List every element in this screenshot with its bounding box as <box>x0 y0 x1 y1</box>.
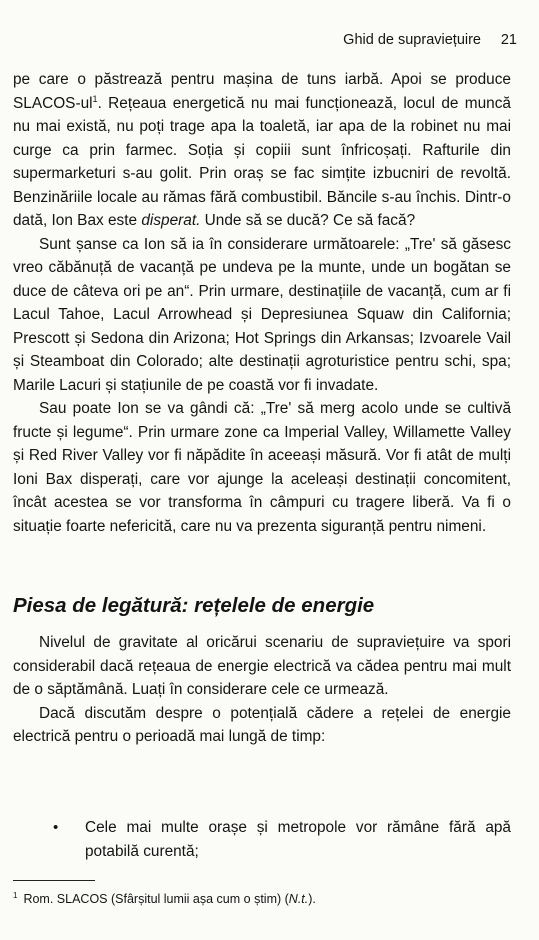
footnote-divider <box>13 880 95 881</box>
footnote: $^1$ Rom. SLACOS (Sfârșitul lumii așa cum o știm) (N.t.). <box>13 891 316 906</box>
running-header <box>0 32 539 54</box>
body-text-section <box>13 631 511 749</box>
header-title: Ghid de supraviețuire <box>343 32 481 48</box>
bullet-marker: • <box>53 819 59 836</box>
paragraph-grid-severity: Nivelul de gravitate al oricărui scenariu de supraviețuire va spori considerabil dacă rețeaua de energie electrică va cădea pentru mai mult de o săptămână. Luați în considerare cele ce urmează. <box>13 634 511 698</box>
footnote-mark: 1 <box>13 891 18 900</box>
footnote-reference: 1 <box>92 93 98 104</box>
paragraph-farm-regions: Sau poate Ion se va gândi că: „Tre' să merg acolo unde se cultivă fructe și legume“. Prin urmare zone ca Imperial Valley, Willamette Valley și Red River Valley vor fi năpădite în aceeași măsură. Vor fi atât de mulți Ioni Bax disperați, care vor ajunge la aceleași destinații concomitent, încât acestea se vor transforma în câmpuri cu tragere liberă. Va fi o situație foarte nefericită, care nu va prezenta siguranță pentru nimeni. <box>13 400 511 535</box>
body-text-top <box>13 68 511 538</box>
bullet-text: Cele mai multe orașe și metropole vor rămâne fără apă potabilă curentă; <box>85 819 511 860</box>
paragraph-vacation-destinations: Sunt șanse ca Ion să ia în considerare următoarele: „Tre' să găsesc vreo căbănuță de vacanță pe undeva pe la munte, unde un bogătan se duce de câteva ori pe an“. Prin urmare, destinațiile de vacanță, cum ar fi Lacul Tahoe, Lacul Arrowhead și Depresiunea Squaw din California; Prescott și Sedona din Arizona; Hot Springs din Arkansas; Izvoarele Vail și Steamboat din Colorado; alte destinații agroturistice pentru schi, spa; Marile Lacuri și stațiunile de pe coastă vor fi invadate. <box>13 235 511 394</box>
emphasis-text: disperat. <box>141 212 201 229</box>
paragraph-continuation: pe care o păstrează pentru mașina de tuns iarbă. Apoi se produce SLACOS-$ul^1$. Rețeaua energetică nu mai funcționează, locul de muncă nu mai există, nu poți trage apa la toaletă, iar apa de la robinet nu mai curge ca prin farmec. Soția și copiii sunt înfricoșați. Rafturile din supermarketuri s-au golit. Prin oraș se fac simțite izbucniri de revoltă. Benzinăriile locale au rămas fără combustibil. Băncile s-au închis. Dintr-o dată, Ion Bax este disperat. Unde să se ducă? Ce să facă? <box>13 71 511 229</box>
page-number: 21 <box>500 32 517 48</box>
section-heading: Piesa de legătură: rețelele de energie <box>13 594 375 617</box>
paragraph-grid-failure-intro: Dacă discutăm despre o potențială cădere a rețelei de energie electrică pentru o perioadă mai lungă de timp: <box>13 704 511 745</box>
